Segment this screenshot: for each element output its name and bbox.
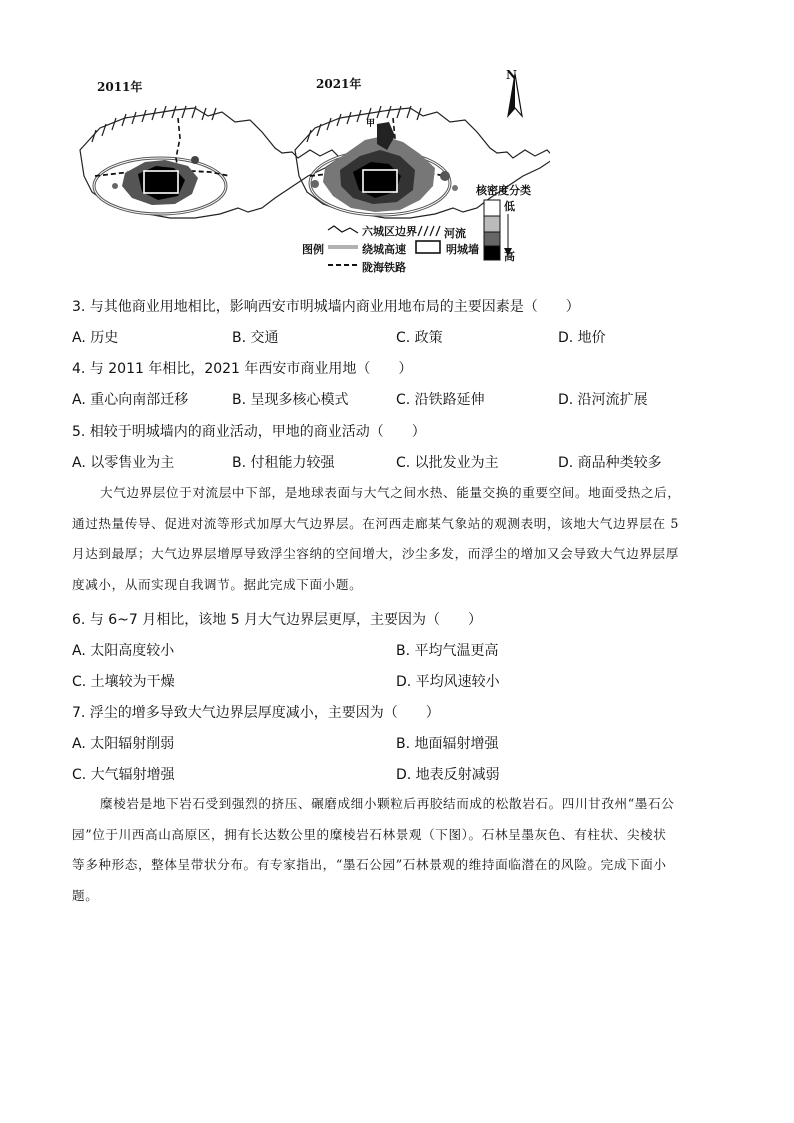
question-7-stem: 7. 浮尘的增多导致大气边界层厚度减小，主要因为（ ） [72, 705, 440, 721]
question-6-stem: 6. 与 6~7 月相比，该地 5 月大气边界层更厚，主要因为（ ） [72, 612, 483, 628]
question-4-option-b[interactable]: B. 呈现多核心模式 [232, 392, 349, 408]
question-4-option-d[interactable]: D. 沿河流扩展 [558, 392, 648, 408]
question-5-option-a[interactable]: A. 以零售业为主 [72, 455, 175, 471]
question-3-option-a[interactable]: A. 历史 [72, 330, 119, 346]
map-figure [70, 58, 550, 283]
question-6-option-a[interactable]: A. 太阳高度较小 [72, 643, 175, 659]
density-high: 高 [504, 250, 515, 263]
legend-title: 图例 [302, 243, 324, 256]
question-3-stem: 3. 与其他商业用地相比，影响西安市明城墙内商业用地布局的主要因素是（ ） [72, 299, 580, 315]
question-5-stem: 5. 相较于明城墙内的商业活动，甲地的商业活动（ ） [72, 424, 426, 440]
question-4-option-a[interactable]: A. 重心向南部迁移 [72, 392, 189, 408]
legend-river: 河流 [444, 227, 466, 240]
passage-atmosphere-line-3: 月达到最厚；大气边界层增厚导致浮尘容纳的空间增大，沙尘多发，而浮尘的增加又会导致大气边界层厚 [72, 546, 679, 561]
legend-city-wall: 明城墙 [446, 243, 479, 256]
question-7-option-c[interactable]: C. 大气辐射增强 [72, 767, 175, 783]
map-2011 [80, 106, 340, 218]
place-marker: 甲 [366, 119, 376, 129]
question-7-option-a[interactable]: A. 太阳辐射削弱 [72, 736, 175, 752]
density-title: 核密度分类 [476, 184, 531, 197]
legend-railway: 陇海铁路 [362, 261, 406, 274]
question-7-option-d[interactable]: D. 地表反射减弱 [396, 767, 500, 783]
passage-mylonite [72, 789, 722, 911]
question-3-option-c[interactable]: C. 政策 [396, 330, 443, 346]
passage-mylonite-line-2: 园”位于川西高山高原区，拥有长达数公里的糜棱岩石林景观（下图）。石林呈墨灰色、有柱状、尖棱状 [72, 826, 667, 842]
passage-atmosphere-line-2: 通过热量传导、促进对流等形式加厚大气边界层。在河西走廊某气象站的观测表明，该地大气边界层在 5 [72, 515, 679, 531]
legend-boundary: 六城区边界 [362, 225, 417, 238]
question-4-stem: 4. 与 2011 年相比，2021 年西安市商业用地（ ） [72, 361, 413, 377]
passage-mylonite-line-4: 题。 [72, 887, 99, 903]
passage-atmosphere [72, 478, 722, 600]
map-2011-year: 2011年 [97, 80, 143, 94]
passage-atmosphere-line-1: 大气边界层位于对流层中下部，是地球表面与大气之间水热、能量交换的重要空间。地面受热之后， [100, 485, 681, 500]
legend-ring-road: 绕城高速 [362, 243, 406, 256]
map-2021-year: 2021年 [316, 77, 362, 91]
question-6-option-d[interactable]: D. 平均风速较小 [396, 674, 500, 690]
question-7-option-b[interactable]: B. 地面辐射增强 [396, 736, 499, 752]
passage-atmosphere-line-4: 度减小，从而实现自我调节。据此完成下面小题。 [72, 576, 363, 592]
question-3-option-d[interactable]: D. 地价 [558, 330, 606, 346]
density-low: 低 [504, 200, 515, 213]
question-6-option-b[interactable]: B. 平均气温更高 [396, 643, 499, 659]
passage-mylonite-line-1: 糜棱岩是地下岩石受到强烈的挤压、碾磨成细小颗粒后再胶结而成的松散岩石。四川甘孜州“墨石公 [100, 796, 675, 811]
passage-mylonite-line-3: 等多种形态，整体呈带状分布。有专家指出，“墨石公园”石林景观的维持面临潜在的风险。完成下面小 [72, 857, 667, 872]
question-5-option-c[interactable]: C. 以批发业为主 [396, 455, 499, 471]
north-label: N [506, 68, 517, 82]
question-5-option-d[interactable]: D. 商品种类较多 [558, 455, 662, 471]
question-5-option-b[interactable]: B. 付租能力较强 [232, 455, 335, 471]
question-6-option-c[interactable]: C. 土壤较为干燥 [72, 674, 175, 690]
question-4-option-c[interactable]: C. 沿铁路延伸 [396, 392, 485, 408]
question-3-option-b[interactable]: B. 交通 [232, 330, 279, 346]
